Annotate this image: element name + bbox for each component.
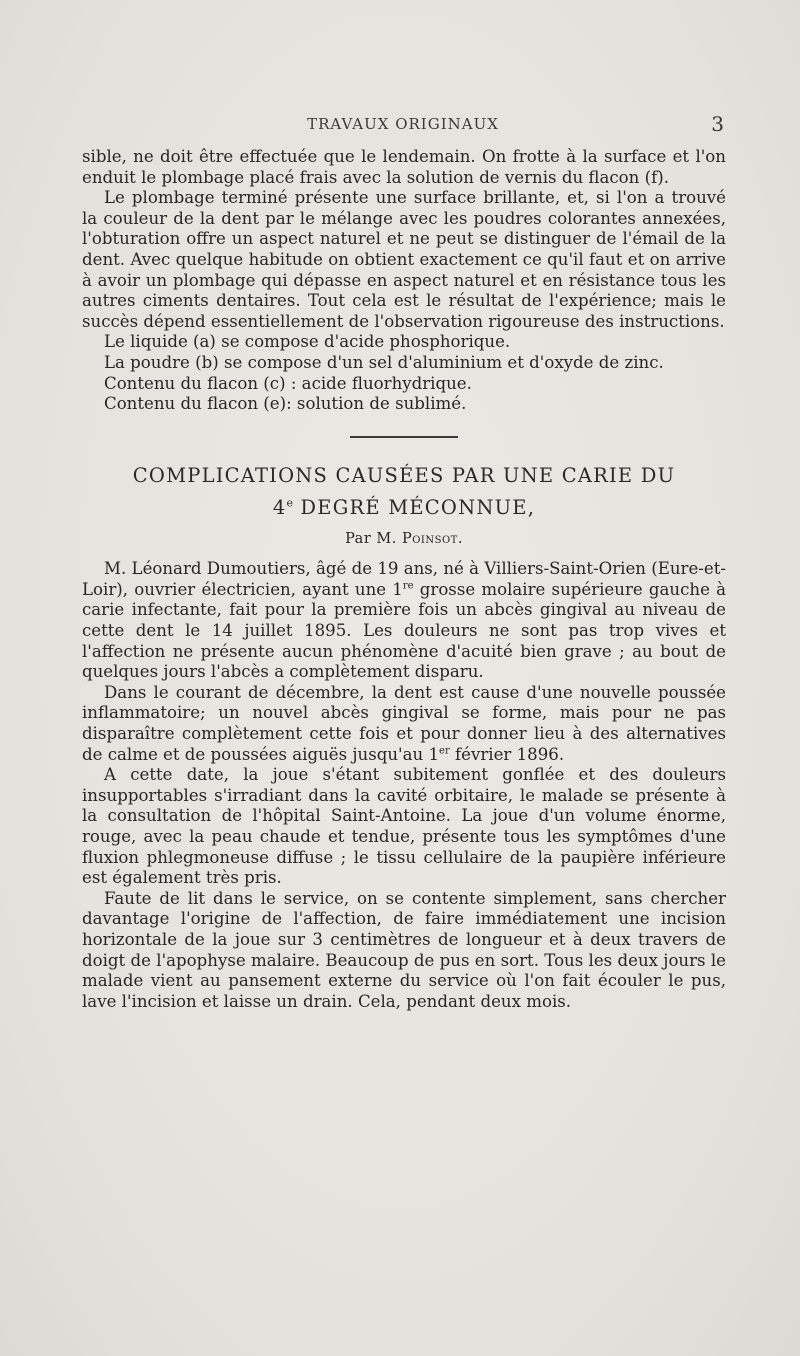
- component-line-flacon-e: Contenu du flacon (e): solution de sublimé.: [104, 394, 467, 414]
- component-line-flacon-c: Contenu du flacon (c) : acide fluorhydrique.: [104, 373, 472, 393]
- byline: Par M. Poinsot.: [345, 531, 463, 548]
- article-paragraph-3: A cette date, la joue s'étant subitement gonflée et des douleurs insupportables s'irradiant dans la cavité orbitaire, le malade se présente à la consultation de l'hôpital Saint-Antoine. La joue d'un volume énorme, rouge, avec la peau chaude et tendue, présente tous les symptômes d'une fluxion phlegmoneuse diffuse ; le tissu cellulaire de la paupière inférieure est également très pris.: [82, 765, 726, 888]
- text-block: [82, 147, 726, 1012]
- article-paragraph-2: Dans le courant de décembre, la dent est cause d'une nouvelle poussée inflammatoire; un nouvel abcès gingival se forme, mais pour ne pas disparaître complètement cette fois et pour donner lieu à des alternatives de calme et de poussées aiguës jusqu'au 1er février 1896.: [82, 682, 726, 764]
- component-line-powder: La poudre (b) se compose d'un sel d'aluminium et d'oxyde de zinc.: [104, 352, 664, 372]
- page-number: 3: [711, 112, 724, 136]
- continuation-paragraph: sible, ne doit être effectuée que le lendemain. On frotte à la surface et l'on enduit le plombage placé frais avec la solution de vernis du flacon (f).: [82, 147, 726, 187]
- article-title: [82, 462, 726, 523]
- article-paragraph-1: M. Léonard Dumoutiers, âgé de 19 ans, né à Villiers-Saint-Orien (Eure-et-Loir), ouvrier électricien, ayant une 1re grosse molaire supérieure gauche à carie infectante, fait pour la première fois un abcès gingival au niveau de cette dent le 14 juillet 1895. Les douleurs ne sont pas trop vives et l'affection ne présente aucun phénomène d'acuité bien grave ; au bout de quelques jours l'abcès a complètement disparu.: [82, 559, 726, 682]
- component-line-liquid: Le liquide (a) se compose d'acide phosphorique.: [104, 332, 511, 352]
- article-title-line-1: COMPLICATIONS CAUSÉES PAR UNE CARIE DU: [132, 463, 676, 487]
- article-paragraph-4: Faute de lit dans le service, on se contente simplement, sans chercher davantage l'origine de l'affection, de faire immédiatement une incision horizontale de la joue sur 3 centimètres de longueur et à deux travers de doigt de l'apophyse malaire. Beaucoup de pus en sort. Tous les deux jours le malade vient au pansement externe du service où l'on fait écouler le pus, lave l'incision et laisse un drain. Cela, pendant deux mois.: [82, 888, 726, 1011]
- author-name: Poinsot: [401, 531, 458, 548]
- running-header: [82, 112, 724, 137]
- running-title: TRAVAUX ORIGINAUX: [307, 115, 499, 133]
- paragraph: Le plombage terminé présente une surface brillante, et, si l'on a trouvé la couleur de la dent par le mélange avec les poudres colorantes annexées, l'obturation offre un aspect naturel et ne peut se distinguer de l'émail de la dent. Avec quelque habitude on obtient exactement ce qu'il faut et on arrive à avoir un plombage qui dépasse en aspect naturel et en résistance tous les autres ciments dentaires. Tout cela est le résultat de l'expérience; mais le succès dépend essentiellement de l'observation rigoureuse des instructions.: [82, 188, 726, 331]
- article-title-line-2: 4e DEGRÉ MÉCONNUE,: [272, 496, 536, 520]
- section-divider: [350, 436, 458, 438]
